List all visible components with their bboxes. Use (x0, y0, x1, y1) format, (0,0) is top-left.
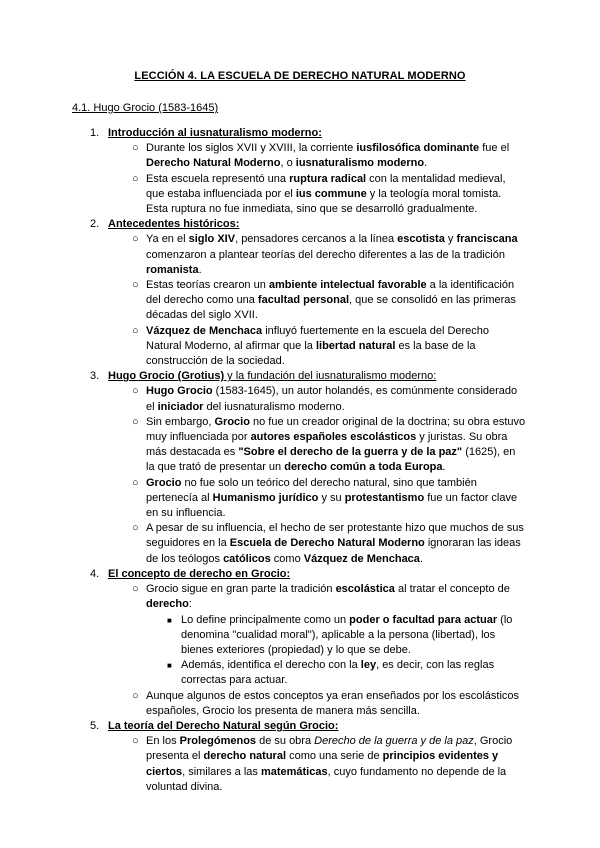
sub-list-item: ■ Lo define principalmente como un poder o facultad para actuar (lo denomina "cualidad moral"), aplicable a la persona (libertad), los bienes exteriores (propiedad) y lo que se debe. (167, 613, 513, 656)
section-number: 2. (90, 218, 100, 231)
section-number: 3. (90, 370, 100, 383)
section-heading (108, 217, 600, 232)
list-item: ○ Vázquez de Menchaca influyó fuertemente en la escuela del Derecho Natural Moderno, al afirmar que la libertad natural es la base de la construcción de la sociedad. (132, 324, 490, 368)
section-heading (108, 369, 600, 384)
list-item: ○ En los Prolegómenos de su obra Derecho de la guerra y de la paz, Grocio presenta el derecho natural como una serie de principios evidentes y ciertos, similares a las matemáticas, cuyo fundamento no depende de la voluntad divina. (132, 735, 513, 793)
section-2 (0, 217, 600, 232)
section-heading (108, 719, 600, 734)
section-5 (0, 719, 600, 734)
section-number: 4. (90, 567, 100, 580)
section-heading-text: La teoría del Derecho Natural según Grocio: (108, 719, 339, 732)
list-item: ○ A pesar de su influencia, el hecho de ser protestante hizo que muchos de sus seguidores en la Escuela de Derecho Natural Moderno ignoraran las ideas de los teólogos católicos como Vázquez de Menchaca. (132, 522, 524, 565)
list-item: ○ Estas teorías crearon un ambiente intelectual favorable a la identificación del derecho como una facultad personal, que se consolidó en las primeras décadas del siglo XVII. (132, 279, 516, 322)
section-4 (0, 567, 600, 582)
bullet-square-icon: ■ (167, 661, 172, 671)
bullet-circle-icon: ○ (132, 735, 139, 748)
section-heading (108, 126, 600, 141)
section-heading-bold: Hugo Grocio (Grotius) (108, 370, 225, 383)
list-item: ○ Esta escuela representó una ruptura radical con la mentalidad medieval, que estaba influenciada por el ius commune y la teología moral tomista. Esta ruptura no fue inmediata, sino que se desarrolló gradualmente. (132, 172, 506, 216)
section-heading-text: Antecedentes históricos: (108, 218, 240, 231)
bullet-circle-icon: ○ (132, 233, 139, 246)
section-number: 1. (90, 127, 100, 139)
bullet-circle-icon: ○ (132, 583, 139, 596)
list-item: ○ Sin embargo, Grocio no fue un creador original de la doctrina; su obra estuvo muy influenciada por autores españoles escolásticos y juristas. Su obra más destacada es "Sobre el derecho de la guerra y de la paz" (1625), en la que trató de presentar un derecho común a toda Europa. (132, 415, 526, 474)
list-item: ○ Grocio sigue en gran parte la tradición escolástica al tratar el concepto de derecho: (132, 583, 510, 611)
bullet-square-icon: ■ (167, 615, 172, 625)
document-body (0, 126, 600, 795)
bullet-circle-icon: ○ (132, 476, 139, 489)
section-heading-text: Introducción al iusnaturalismo moderno: (108, 127, 322, 139)
section-heading (108, 567, 600, 582)
sub-list-item: ■ Además, identifica el derecho con la ley, es decir, con las reglas correctas para actuar. (167, 659, 495, 687)
bullet-circle-icon: ○ (132, 172, 139, 185)
list-item: ○ Aunque algunos de estos conceptos ya eran enseñados por los escolásticos españoles, Grocio los presenta de manera más sencilla. (132, 689, 520, 717)
page-title: LECCIÓN 4. LA ESCUELA DE DERECHO NATURAL MODERNO (134, 70, 466, 82)
bullet-circle-icon: ○ (132, 415, 139, 428)
list-item: ○ Ya en el siglo XIV, pensadores cercanos a la línea escotista y franciscana comenzaron a plantear teorías del derecho diferentes a las de la tradición romanista. (132, 233, 518, 276)
list-item: ○ Grocio no fue solo un teórico del derecho natural, sino que también pertenecía al Humanismo jurídico y su protestantismo fue un factor clave en su influencia. (132, 476, 518, 520)
section-heading-text: y la fundación del iusnaturalismo moderno: (224, 370, 437, 383)
list-item: ○ Hugo Grocio (1583-1645), un autor holandés, es comúnmente considerado el iniciador del iusnaturalismo moderno. (132, 385, 518, 413)
section-number: 5. (90, 719, 100, 732)
section-1 (0, 126, 600, 141)
section-heading-text: El concepto de derecho en Grocio: (108, 567, 291, 580)
bullet-circle-icon: ○ (132, 324, 139, 337)
section-subtitle: 4.1. Hugo Grocio (1583-1645) (72, 102, 219, 114)
bullet-circle-icon: ○ (132, 385, 139, 398)
bullet-circle-icon: ○ (132, 689, 139, 702)
list-item: ○ Durante los siglos XVII y XVIII, la corriente iusfilosófica dominante fue el Derecho Natural Moderno, o iusnaturalismo moderno. (132, 142, 510, 170)
bullet-circle-icon: ○ (132, 279, 139, 292)
bullet-circle-icon: ○ (132, 142, 139, 155)
section-3 (0, 369, 600, 384)
bullet-circle-icon: ○ (132, 522, 139, 535)
